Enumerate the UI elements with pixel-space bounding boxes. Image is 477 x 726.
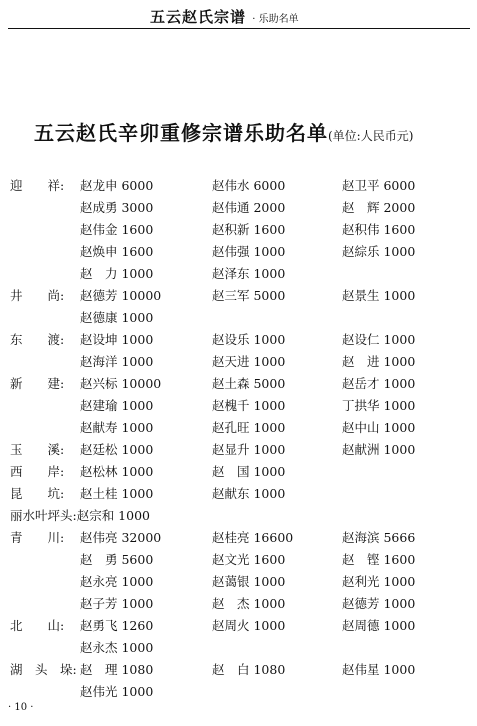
donor-row bbox=[0, 462, 477, 482]
donor-row bbox=[0, 330, 477, 350]
donor-entry: 赵伟强 1000 bbox=[212, 244, 286, 259]
donor-entry: 赵槐千 1000 bbox=[212, 398, 286, 413]
page-header bbox=[0, 0, 477, 30]
donor-entry: 赵德芳 1000 bbox=[342, 596, 416, 611]
donor-entry: 赵周火 1000 bbox=[212, 618, 286, 633]
donor-entry: 赵建瑜 1000 bbox=[80, 398, 154, 413]
donor-entry: 赵天进 1000 bbox=[212, 354, 286, 369]
village-label: 北 山: bbox=[10, 618, 65, 633]
donor-entry: 赵 杰 1000 bbox=[212, 596, 286, 611]
donor-entry: 赵三军 5000 bbox=[212, 288, 286, 303]
header-rule bbox=[8, 28, 470, 29]
donor-entry: 赵德康 1000 bbox=[80, 310, 154, 325]
donor-entry: 赵焕申 1600 bbox=[80, 244, 154, 259]
donor-entry: 赵 国 1000 bbox=[212, 464, 286, 479]
donor-entry: 赵兴标 10000 bbox=[80, 376, 162, 391]
donor-row bbox=[0, 572, 477, 592]
donor-entry: 赵积新 1600 bbox=[212, 222, 286, 237]
running-head bbox=[150, 6, 299, 27]
donor-entry: 赵伟水 6000 bbox=[212, 178, 286, 193]
donor-entry: 赵海滨 5666 bbox=[342, 530, 416, 545]
donor-entry: 赵设坤 1000 bbox=[80, 332, 154, 347]
donor-row bbox=[0, 484, 477, 504]
donor-entry: 赵伟金 1600 bbox=[80, 222, 154, 237]
donor-entry: 赵成勇 3000 bbox=[80, 200, 154, 215]
donor-entry: 赵龙申 6000 bbox=[80, 178, 154, 193]
donor-entry: 赵献洲 1000 bbox=[342, 442, 416, 457]
donor-entry: 赵 辉 2000 bbox=[342, 200, 416, 215]
donor-row bbox=[0, 594, 477, 614]
donor-entry: 赵利光 1000 bbox=[342, 574, 416, 589]
donor-entry: 赵伟星 1000 bbox=[342, 662, 416, 677]
donor-entry: 赵积伟 1600 bbox=[342, 222, 416, 237]
donor-entry: 赵伟光 1000 bbox=[80, 684, 154, 699]
donor-entry: 赵永杰 1000 bbox=[80, 640, 154, 655]
donor-row bbox=[0, 682, 477, 702]
donor-entry: 赵岳才 1000 bbox=[342, 376, 416, 391]
donor-entry: 赵显升 1000 bbox=[212, 442, 286, 457]
donor-row bbox=[0, 308, 477, 328]
village-label: 青 川: bbox=[10, 530, 65, 545]
village-label: 丽水叶坪头:赵宗和 1000 bbox=[10, 508, 150, 523]
donor-entry: 赵周德 1000 bbox=[342, 618, 416, 633]
donor-entry: 赵伟通 2000 bbox=[212, 200, 286, 215]
donor-entry: 赵蔼银 1000 bbox=[212, 574, 286, 589]
donor-entry: 赵中山 1000 bbox=[342, 420, 416, 435]
donor-row bbox=[0, 528, 477, 548]
donor-entry: 赵 铿 1600 bbox=[342, 552, 416, 567]
donor-row bbox=[0, 550, 477, 570]
unit-note: (单位:人民币元) bbox=[328, 129, 414, 143]
donor-entry: 赵伟亮 32000 bbox=[80, 530, 162, 545]
village-label: 西 岸: bbox=[10, 464, 65, 479]
donor-entry: 赵德芳 10000 bbox=[80, 288, 162, 303]
donor-row bbox=[0, 242, 477, 262]
donor-entry: 赵孔旺 1000 bbox=[212, 420, 286, 435]
donor-entry: 赵廷松 1000 bbox=[80, 442, 154, 457]
donor-entry: 赵文光 1600 bbox=[212, 552, 286, 567]
donor-entry: 赵松林 1000 bbox=[80, 464, 154, 479]
village-label: 井 尚: bbox=[10, 288, 65, 303]
donor-entry: 赵 进 1000 bbox=[342, 354, 416, 369]
donor-entry: 赵景生 1000 bbox=[342, 288, 416, 303]
donor-entry: 赵 理 1080 bbox=[80, 662, 154, 677]
donor-row bbox=[0, 374, 477, 394]
village-label: 东 渡: bbox=[10, 332, 65, 347]
donor-entry: 赵 白 1080 bbox=[212, 662, 286, 677]
document-title bbox=[34, 117, 413, 146]
donor-row bbox=[0, 198, 477, 218]
donor-row bbox=[0, 352, 477, 372]
donor-entry: 赵綜乐 1000 bbox=[342, 244, 416, 259]
donor-entry: 赵卫平 6000 bbox=[342, 178, 416, 193]
running-head-title: 五云赵氏宗谱 bbox=[150, 8, 247, 26]
donor-row bbox=[0, 506, 477, 526]
donor-entry: 赵献寿 1000 bbox=[80, 420, 154, 435]
village-label: 昆 坑: bbox=[10, 486, 65, 501]
donor-row bbox=[0, 286, 477, 306]
donor-row bbox=[0, 396, 477, 416]
donor-entry: 赵土森 5000 bbox=[212, 376, 286, 391]
donor-entry: 赵子芳 1000 bbox=[80, 596, 154, 611]
donor-entry: 赵设乐 1000 bbox=[212, 332, 286, 347]
donor-row bbox=[0, 638, 477, 658]
donor-entry: 丁拱华 1000 bbox=[342, 398, 416, 413]
running-head-section: · 乐助名单 bbox=[252, 14, 299, 25]
village-label: 迎 祥: bbox=[10, 178, 65, 193]
donor-entry: 赵泽东 1000 bbox=[212, 266, 286, 281]
donor-row bbox=[0, 660, 477, 680]
donor-entry: 赵献东 1000 bbox=[212, 486, 286, 501]
village-label: 湖 头 垛: bbox=[10, 662, 77, 677]
donor-entry: 赵 力 1000 bbox=[80, 266, 154, 281]
donor-entry: 赵设仁 1000 bbox=[342, 332, 416, 347]
donor-row bbox=[0, 264, 477, 284]
donor-row bbox=[0, 176, 477, 196]
donor-row bbox=[0, 220, 477, 240]
village-label: 新 建: bbox=[10, 376, 65, 391]
village-label: 玉 溪: bbox=[10, 442, 65, 457]
document-title-text: 五云赵氏辛卯重修宗谱乐助名单 bbox=[34, 121, 328, 145]
donor-entry: 赵永亮 1000 bbox=[80, 574, 154, 589]
donor-entry: 赵土桂 1000 bbox=[80, 486, 154, 501]
donor-row bbox=[0, 616, 477, 636]
donor-entry: 赵勇飞 1260 bbox=[80, 618, 154, 633]
donor-entry: 赵 勇 5600 bbox=[80, 552, 154, 567]
page-number: · 10 · bbox=[8, 702, 34, 713]
donor-entry: 赵海洋 1000 bbox=[80, 354, 154, 369]
donor-row bbox=[0, 440, 477, 460]
donor-row bbox=[0, 418, 477, 438]
donor-entry: 赵桂亮 16600 bbox=[212, 530, 294, 545]
